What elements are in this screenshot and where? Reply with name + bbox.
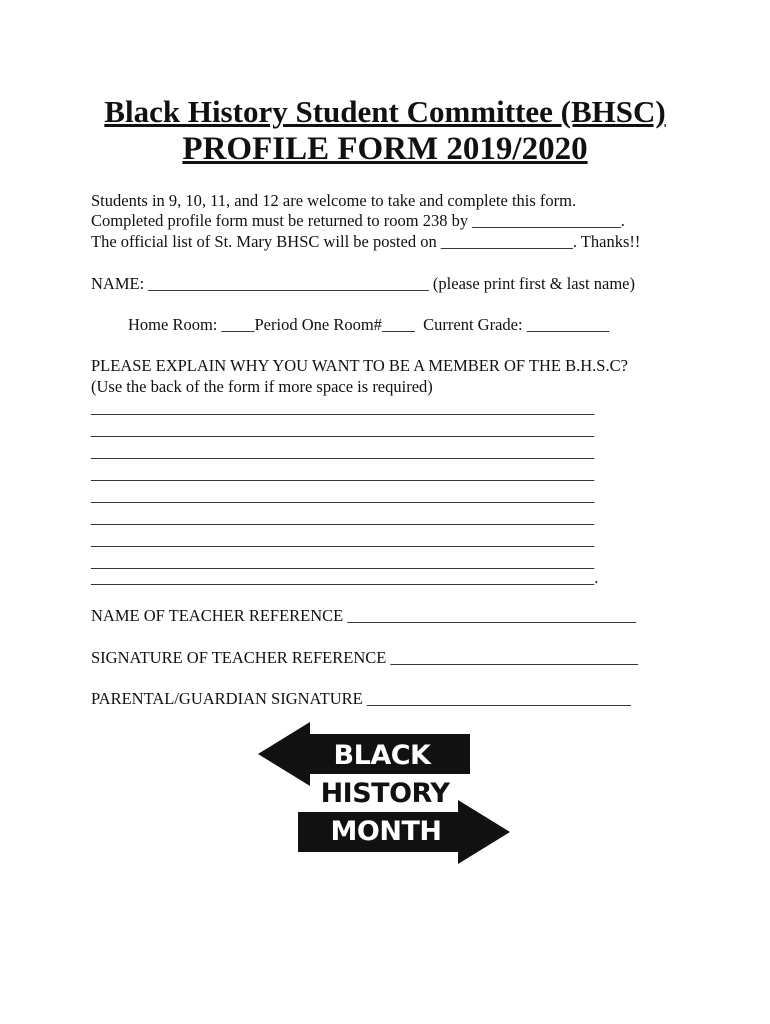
- intro-line-1: Students in 9, 10, 11, and 12 are welcome to take and complete this form.: [91, 191, 577, 210]
- black-history-month-logo: [258, 722, 514, 864]
- form-subtitle: PROFILE FORM 2019/2020: [182, 131, 588, 167]
- answer-line[interactable]: _____________________________________________________________: [91, 464, 595, 483]
- form-title: Black History Student Committee (BHSC): [104, 94, 666, 129]
- question-note: (Use the back of the form if more space is required): [91, 377, 433, 396]
- logo-word-month: MONTH: [330, 816, 442, 847]
- answer-line[interactable]: _____________________________________________________________: [91, 420, 595, 439]
- teacher-reference-signature-field[interactable]: SIGNATURE OF TEACHER REFERENCE ______________________________: [91, 648, 638, 667]
- answer-line[interactable]: _____________________________________________________________: [91, 530, 595, 549]
- answer-line[interactable]: _____________________________________________________________: [91, 442, 595, 461]
- logo-word-history: HISTORY: [320, 778, 450, 809]
- guardian-signature-field[interactable]: PARENTAL/GUARDIAN SIGNATURE ________________________________: [91, 689, 631, 708]
- answer-line-last[interactable]: _____________________________________________________________.: [91, 568, 599, 587]
- teacher-reference-name-field[interactable]: NAME OF TEACHER REFERENCE ___________________________________: [91, 606, 637, 625]
- answer-line[interactable]: _____________________________________________________________: [91, 552, 595, 571]
- intro-line-3[interactable]: The official list of St. Mary BHSC will be posted on ________________. Thanks!!: [91, 232, 641, 251]
- homeroom-grade-fields[interactable]: Home Room: ____Period One Room#____ Current Grade: __________: [128, 315, 610, 334]
- logo-word-black: BLACK: [333, 740, 431, 771]
- intro-line-2[interactable]: Completed profile form must be returned to room 238 by __________________.: [91, 211, 625, 230]
- answer-line[interactable]: _____________________________________________________________: [91, 508, 595, 527]
- question-prompt: PLEASE EXPLAIN WHY YOU WANT TO BE A MEMBER OF THE B.H.S.C?: [91, 356, 628, 375]
- answer-line[interactable]: _____________________________________________________________: [91, 398, 595, 417]
- answer-line[interactable]: _____________________________________________________________: [91, 486, 595, 505]
- name-field[interactable]: NAME: __________________________________ (please print first & last name): [91, 274, 635, 293]
